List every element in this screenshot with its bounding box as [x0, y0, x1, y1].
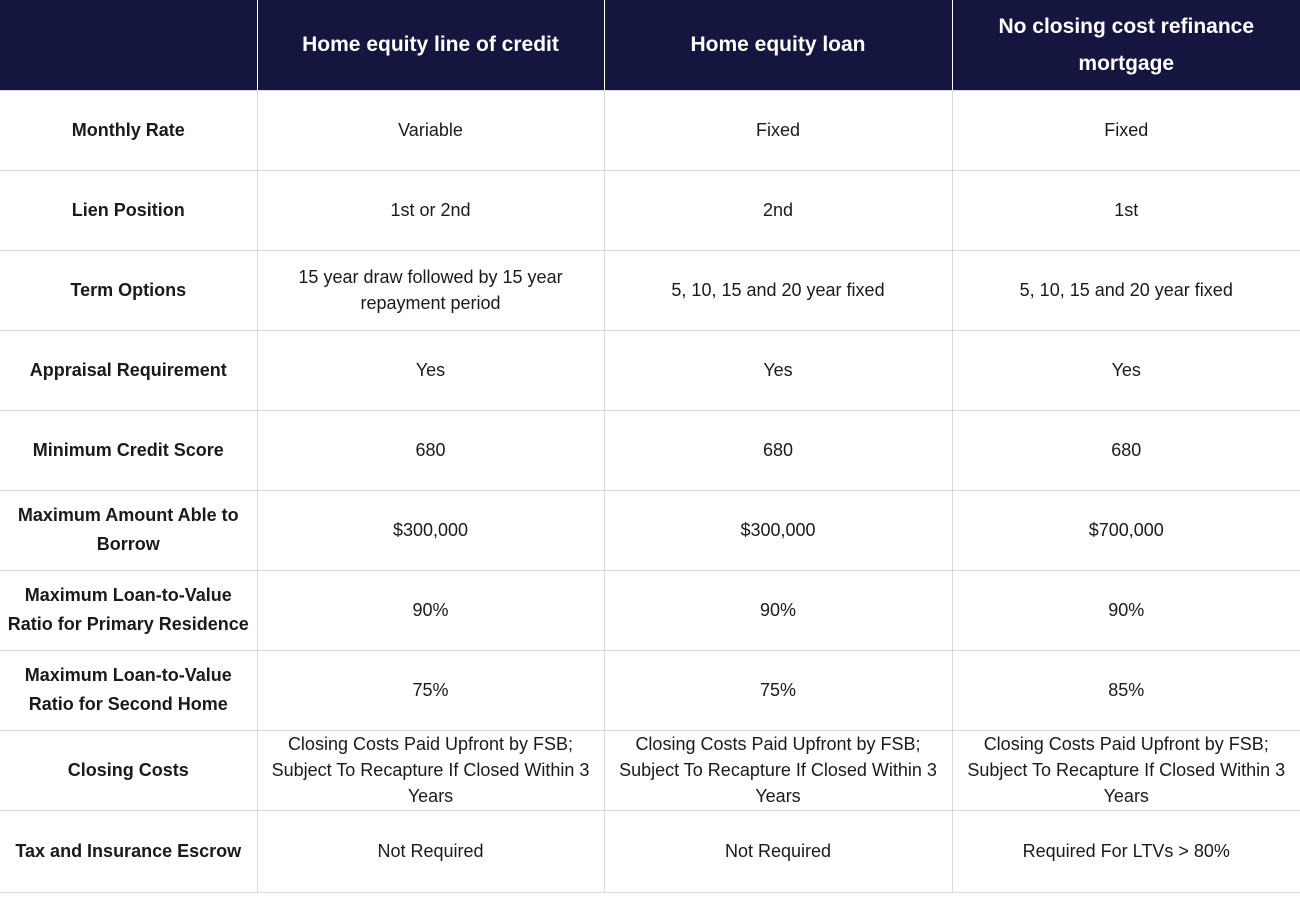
row-label-term-options: Term Options — [0, 250, 257, 330]
row-label-appraisal-requirement: Appraisal Requirement — [0, 330, 257, 410]
table-row — [0, 250, 1300, 330]
row-label-lien-position: Lien Position — [0, 170, 257, 250]
cell-home-equity-loan: 75% — [604, 650, 952, 730]
row-label-tax-insurance-escrow: Tax and Insurance Escrow — [0, 810, 257, 892]
cell-home-equity-loan: 2nd — [604, 170, 952, 250]
cell-heloc: Variable — [257, 90, 604, 170]
cell-refinance-mortgage: Closing Costs Paid Upfront by FSB; Subject To Recapture If Closed Within 3 Years — [952, 730, 1300, 810]
cell-home-equity-loan: 90% — [604, 570, 952, 650]
cell-refinance-mortgage: 85% — [952, 650, 1300, 730]
cell-heloc: 75% — [257, 650, 604, 730]
cell-heloc: Yes — [257, 330, 604, 410]
cell-home-equity-loan: $300,000 — [604, 490, 952, 570]
cell-refinance-mortgage: 680 — [952, 410, 1300, 490]
cell-home-equity-loan: 5, 10, 15 and 20 year fixed — [604, 250, 952, 330]
header-corner-cell — [0, 0, 257, 90]
table-row — [0, 650, 1300, 730]
table-row — [0, 410, 1300, 490]
cell-heloc: Closing Costs Paid Upfront by FSB; Subject To Recapture If Closed Within 3 Years — [257, 730, 604, 810]
cell-heloc: $300,000 — [257, 490, 604, 570]
row-label-closing-costs: Closing Costs — [0, 730, 257, 810]
cell-home-equity-loan: 680 — [604, 410, 952, 490]
cell-refinance-mortgage: Required For LTVs > 80% — [952, 810, 1300, 892]
cell-refinance-mortgage: 5, 10, 15 and 20 year fixed — [952, 250, 1300, 330]
cell-heloc: 1st or 2nd — [257, 170, 604, 250]
cell-heloc: Not Required — [257, 810, 604, 892]
table-row — [0, 330, 1300, 410]
cell-refinance-mortgage: Yes — [952, 330, 1300, 410]
header-refinance-mortgage: No closing cost refinance mortgage — [952, 0, 1300, 90]
cell-heloc: 15 year draw followed by 15 year repayment period — [257, 250, 604, 330]
table-row — [0, 570, 1300, 650]
header-row — [0, 0, 1300, 90]
row-label-minimum-credit-score: Minimum Credit Score — [0, 410, 257, 490]
row-label-ltv-primary-residence: Maximum Loan-to-Value Ratio for Primary Residence — [0, 570, 257, 650]
cell-refinance-mortgage: 1st — [952, 170, 1300, 250]
row-label-monthly-rate: Monthly Rate — [0, 90, 257, 170]
cell-heloc: 680 — [257, 410, 604, 490]
cell-home-equity-loan: Not Required — [604, 810, 952, 892]
row-label-maximum-amount: Maximum Amount Able to Borrow — [0, 490, 257, 570]
table-header — [0, 0, 1300, 90]
table-row — [0, 490, 1300, 570]
table-body — [0, 90, 1300, 892]
cell-home-equity-loan: Fixed — [604, 90, 952, 170]
table-row — [0, 90, 1300, 170]
cell-refinance-mortgage: Fixed — [952, 90, 1300, 170]
table-row — [0, 730, 1300, 810]
header-heloc: Home equity line of credit — [257, 0, 604, 90]
cell-refinance-mortgage: $700,000 — [952, 490, 1300, 570]
table-row — [0, 810, 1300, 892]
header-home-equity-loan: Home equity loan — [604, 0, 952, 90]
row-label-ltv-second-home: Maximum Loan-to-Value Ratio for Second Home — [0, 650, 257, 730]
cell-refinance-mortgage: 90% — [952, 570, 1300, 650]
cell-home-equity-loan: Closing Costs Paid Upfront by FSB; Subject To Recapture If Closed Within 3 Years — [604, 730, 952, 810]
table-row — [0, 170, 1300, 250]
cell-heloc: 90% — [257, 570, 604, 650]
cell-home-equity-loan: Yes — [604, 330, 952, 410]
